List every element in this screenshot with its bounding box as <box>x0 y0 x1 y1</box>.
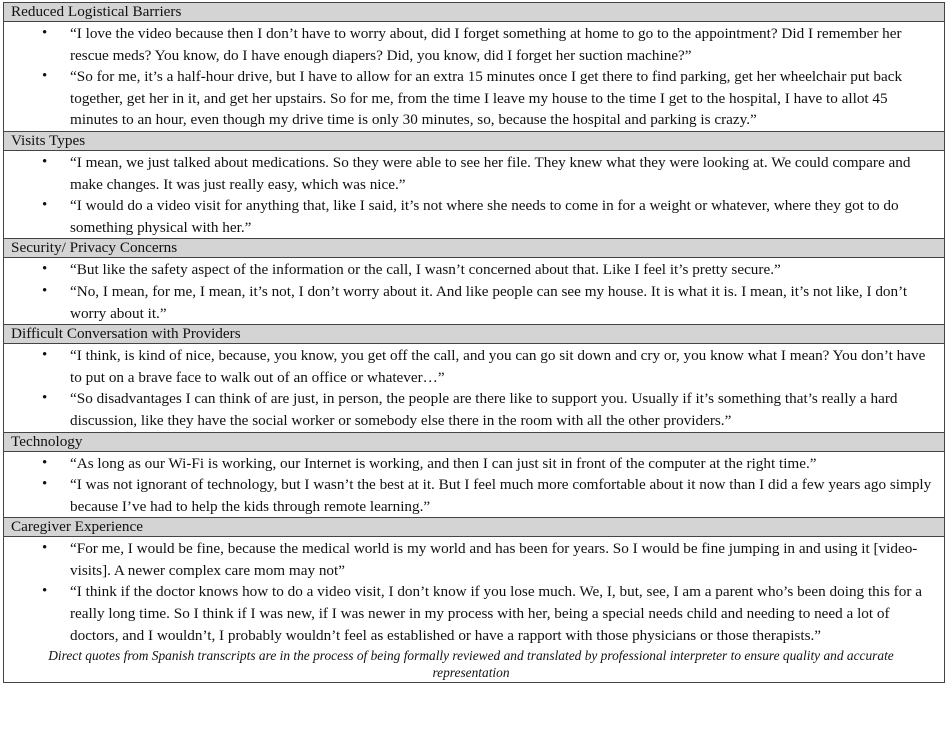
quote-text: “I think, is kind of nice, because, you know, you get off the call, and you can go sit down and cry or, you know what I mean? You don’t have to put on a brave face to walk out of an office or whatever…” <box>70 347 926 386</box>
bullet-icon: • <box>42 261 48 278</box>
quote-text: “I think if the doctor knows how to do a video visit, I don’t know if you lose much. We, I, but, see, I am a parent who’s been doing this for a really long time. So I think if I was new, if I was newer in my process with her, being a special needs child and needing to need a lot of doctors, and I wouldn’t, I probably wouldn’t feel as established or have a rapport with those physicians or those therapists.” <box>70 583 922 644</box>
section-body-caregiver-experience <box>4 537 944 682</box>
quote-item <box>4 453 938 475</box>
quote-text: “I love the video because then I don’t have to worry about, did I forget something at home to go to the appointment? Did I remember her rescue meds? You know, do I have enough diapers? Did, you know, did I forget her suction machine?” <box>70 25 902 64</box>
quote-item <box>4 581 938 646</box>
quote-list <box>4 259 938 324</box>
quote-text: “So disadvantages I can think of are just, in person, the people are there like to support you. Usually if it’s something that’s really a hard discussion, like they have the social worker or somebody else there in the room with all the other providers.” <box>70 390 898 429</box>
bullet-icon: • <box>42 197 48 214</box>
section-header-difficult-conversation: Difficult Conversation with Providers <box>4 325 944 344</box>
quote-item <box>4 281 938 324</box>
quote-text: “But like the safety aspect of the information or the call, I wasn’t concerned about that. Like I feel it’s pretty secure.” <box>70 261 781 279</box>
quote-item <box>4 23 938 66</box>
bullet-icon: • <box>42 153 48 170</box>
section-header-security-privacy-concerns: Security/ Privacy Concerns <box>4 239 944 258</box>
quote-item <box>4 538 938 581</box>
section-header-visits-types: Visits Types <box>4 132 944 151</box>
quote-text: “I mean, we just talked about medications. So they were able to see her file. They knew what they were looking at. We could compare and make changes. It was just really easy, which was nice.” <box>70 153 911 193</box>
bullet-icon: • <box>42 540 48 557</box>
section-body-visits-types <box>4 151 944 239</box>
bullet-icon: • <box>42 25 48 41</box>
bullet-icon: • <box>42 454 48 471</box>
quote-list <box>4 345 938 431</box>
bullet-icon: • <box>42 583 48 600</box>
quote-list <box>4 152 938 238</box>
section-header-caregiver-experience: Caregiver Experience <box>4 518 944 537</box>
bullet-icon: • <box>42 390 48 407</box>
quote-text: “For me, I would be fine, because the medical world is my world and has been for years. So I would be fine jumping in and using it [video-visits]. A newer complex care mom may not” <box>70 540 918 579</box>
quote-item <box>4 259 938 281</box>
quote-item <box>4 345 938 388</box>
quote-item <box>4 388 938 431</box>
bullet-icon: • <box>42 476 48 493</box>
quote-text: “So for me, it’s a half-hour drive, but I have to allow for an extra 15 minutes once I get there to find parking, get her wheelchair put back together, get her in it, and get her upstairs. So for me, from the time I leave my house to the time I get to the hospital, I have to allot 45 minutes to an hour, even though my drive time is only 30 minutes, so, because the hospital and parking is crazy.” <box>70 68 903 129</box>
quote-item <box>4 152 938 195</box>
bullet-icon: • <box>42 347 48 364</box>
quote-item <box>4 474 938 517</box>
section-body-technology <box>4 452 944 519</box>
quote-list <box>4 538 938 646</box>
quote-text: “No, I mean, for me, I mean, it’s not, I don’t worry about it. And like people can see my house. It is what it is. I mean, it’s not like, I don’t worry about it.” <box>70 282 908 322</box>
quote-text: “As long as our Wi-Fi is working, our Internet is working, and then I can just sit in front of the computer at the right time.” <box>70 454 817 472</box>
bullet-icon: • <box>42 282 48 299</box>
quote-text: “I was not ignorant of technology, but I wasn’t the best at it. But I feel much more comfortable about it now than I did a few years ago simply because I’ve had to help the kids through remote learning.” <box>70 476 932 515</box>
quote-list <box>4 453 938 518</box>
section-header-technology: Technology <box>4 433 944 452</box>
section-body-difficult-conversation <box>4 344 944 432</box>
footnote: Direct quotes from Spanish transcripts are in the process of being formally reviewed and translated by professional interpreter to ensure quality and accurate representation <box>48 648 894 681</box>
section-body-reduced-logistical-barriers <box>4 22 944 132</box>
quote-list <box>4 23 938 131</box>
section-body-security-privacy-concerns <box>4 258 944 325</box>
quote-item <box>4 66 938 131</box>
bullet-icon: • <box>42 68 48 85</box>
section-header-reduced-logistical-barriers: Reduced Logistical Barriers <box>4 3 944 22</box>
quote-text: “I would do a video visit for anything that, like I said, it’s not where she needs to come in for a weight or whatever, where they got to do something physical with her.” <box>70 197 899 236</box>
quotes-table <box>3 2 945 683</box>
quote-item <box>4 195 938 238</box>
